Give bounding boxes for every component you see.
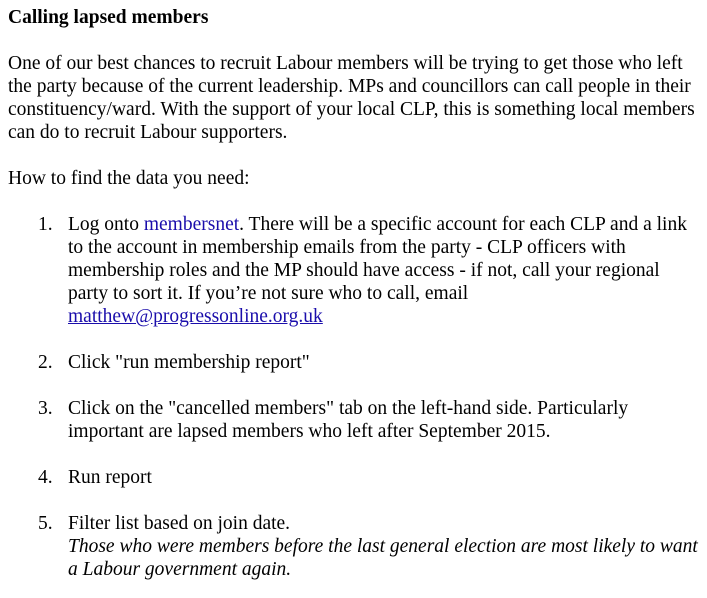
document-title: Calling lapsed members bbox=[8, 7, 209, 28]
steps-list bbox=[8, 213, 703, 581]
step-number: 1. bbox=[38, 214, 53, 235]
step-1 bbox=[8, 213, 703, 328]
step-number: 5. bbox=[38, 513, 53, 534]
intro-paragraph: One of our best chances to recruit Labour members will be trying to get those who left the party because of the current leadership. MPs and councillors can call people in their constituency/ward. With the support of your local CLP, this is something local members can do to recruit Labour supporters. bbox=[8, 53, 695, 143]
step-number: 3. bbox=[38, 398, 53, 419]
step-number: 4. bbox=[38, 467, 53, 488]
step-note: Those who were members before the last general election are most likely to want a Labour government again. bbox=[68, 536, 698, 580]
step-text: Filter list based on join date. bbox=[68, 513, 291, 534]
step-5 bbox=[8, 512, 703, 581]
how-to-heading: How to find the data you need: bbox=[8, 168, 250, 189]
step-number: 2. bbox=[38, 352, 53, 373]
step-2 bbox=[8, 351, 703, 374]
step-text: Click "run membership report" bbox=[68, 352, 310, 373]
step-text: . There will be a specific account for each CLP and a link to the account in membership emails from the party - CLP officers with membership roles and the MP should have access - if not, call your regional party to sort it. If you’re not sure who to call, email bbox=[68, 214, 687, 304]
step-text: Log onto bbox=[68, 214, 144, 235]
step-3 bbox=[8, 397, 703, 443]
email-link[interactable]: matthew@progressonline.org.uk bbox=[68, 306, 323, 327]
membersnet-link[interactable]: membersnet bbox=[143, 214, 240, 235]
step-text: Run report bbox=[68, 467, 152, 488]
document bbox=[8, 6, 703, 581]
step-text: Click on the "cancelled members" tab on the left-hand side. Particularly important are lapsed members who left after September 2015. bbox=[68, 398, 629, 442]
step-4 bbox=[8, 466, 703, 489]
